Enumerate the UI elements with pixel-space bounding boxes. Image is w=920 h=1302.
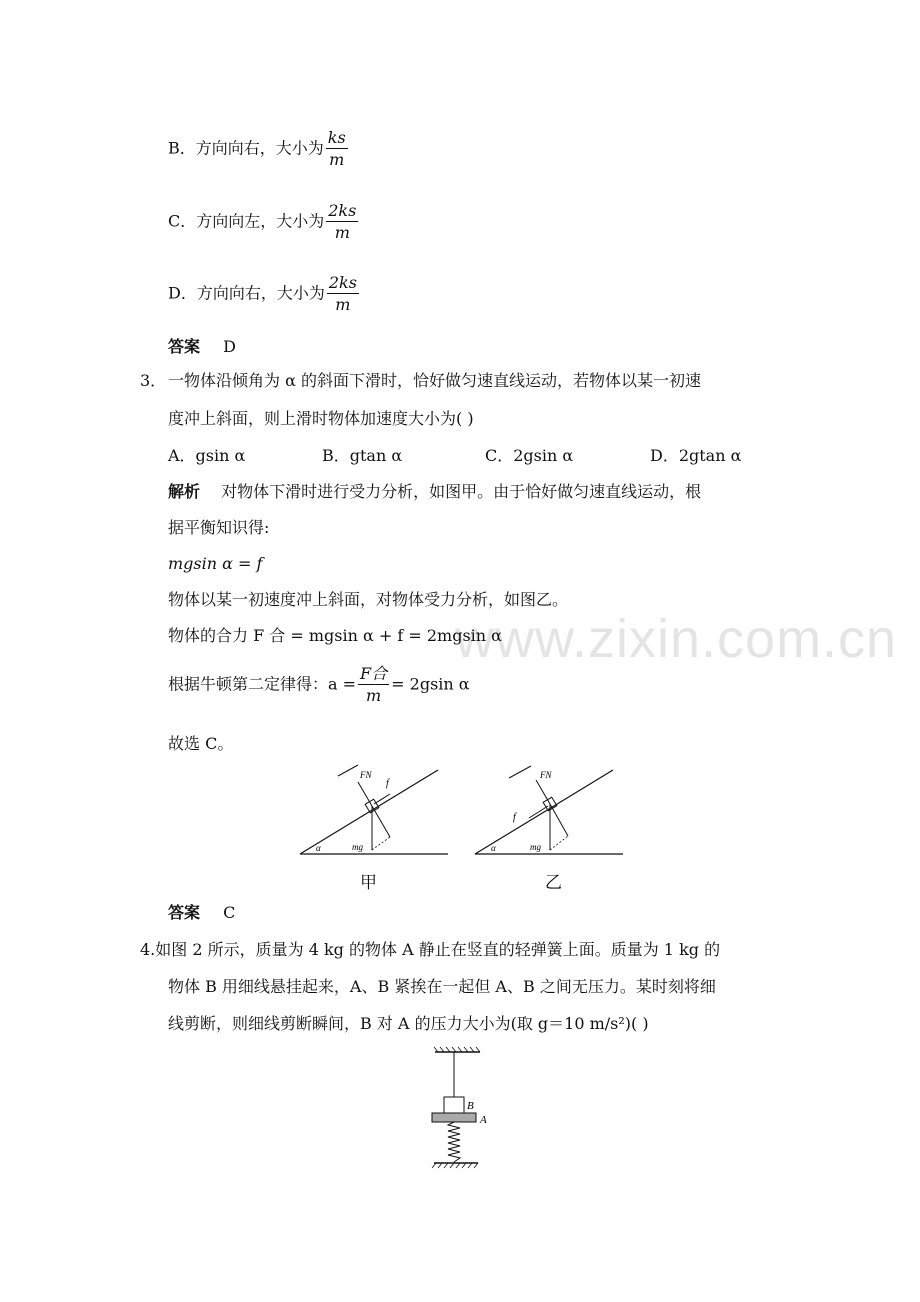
friction-arrow — [374, 794, 390, 804]
incline-line — [475, 770, 613, 854]
label-alpha: α — [491, 843, 496, 853]
q3-line5 — [168, 666, 470, 704]
q2-answer — [168, 339, 236, 355]
q4-line1: 4.如图 2 所示，质量为 4 kg 的物体 A 静止在竖直的轻弹簧上面。质量为 1 kg 的 — [140, 940, 721, 959]
q2-option-b-fraction — [326, 130, 348, 168]
q4-line2: 物体 B 用细线悬挂起来，A、B 紧挨在一起但 A、B 之间无压力。某时刻将细 — [168, 977, 716, 996]
motion-arrow — [338, 765, 358, 776]
fraction-numerator: F合 — [360, 664, 388, 683]
label-alpha: α — [316, 843, 321, 853]
figure-yi-diagram — [473, 764, 628, 859]
block-b — [444, 1097, 464, 1113]
line5-fraction — [358, 666, 389, 704]
q3-option-a: A．gsin α — [168, 446, 246, 465]
analysis-label: 解析 — [168, 482, 201, 501]
figure-jia-caption: 甲 — [360, 873, 377, 893]
label-mg: mg — [352, 842, 363, 852]
q3-analysis-line2: 据平衡知识得: — [168, 518, 270, 537]
figure-jia-diagram — [298, 764, 453, 859]
label-f: f — [513, 812, 516, 823]
line5-suffix: = 2gsin α — [391, 674, 470, 694]
answer-value: D — [223, 337, 236, 356]
q3-answer — [168, 905, 235, 921]
q4-line3: 线剪断，则细线剪断瞬间，B 对 A 的压力大小为(取 g＝10 m/s²)( ) — [168, 1014, 649, 1033]
q2-option-c — [168, 203, 360, 241]
q2-option-b-label: B．方向向右，大小为 — [168, 138, 324, 158]
answer-label: 答案 — [168, 903, 201, 922]
block-a — [432, 1113, 476, 1122]
incline-line — [300, 770, 438, 854]
q3-number: 3． — [140, 371, 167, 390]
q2-option-d-label: D．方向向右，大小为 — [168, 283, 325, 303]
fraction-numerator: ks — [327, 128, 346, 147]
q2-option-b — [168, 130, 350, 168]
q3-line4: 物体的合力 F 合 = mgsin α + f = 2mgsin α — [168, 626, 502, 645]
label-mg: mg — [530, 842, 541, 852]
dashed-line — [372, 837, 390, 850]
answer-value: C — [223, 903, 236, 922]
figure-yi-caption: 乙 — [545, 873, 562, 893]
q3-option-d: D．2gtan α — [650, 446, 742, 465]
q3-analysis-line1 — [168, 484, 701, 500]
motion-arrow — [509, 766, 531, 778]
label-fn: FN — [540, 770, 552, 780]
component-arrow — [372, 806, 390, 837]
q3-option-b: B．gtan α — [322, 446, 403, 465]
q3-equation-1: mgsin α = f — [168, 554, 263, 573]
q3-stem-line2: 度冲上斜面，则上滑时物体加速度大小为( ) — [168, 409, 474, 428]
q2-option-c-label: C．方向向左，大小为 — [168, 211, 325, 231]
watermark: www.zixin.com.cn — [455, 609, 898, 669]
fn-arrow — [536, 780, 550, 804]
fraction-denominator: m — [335, 295, 351, 314]
spring — [448, 1122, 460, 1162]
fraction-denominator: m — [366, 686, 382, 705]
fraction-numerator: 2ks — [328, 273, 357, 292]
label-b: B — [467, 1100, 474, 1112]
q2-option-c-fraction — [326, 203, 358, 241]
fraction-denominator: m — [329, 150, 345, 169]
q2-option-d-fraction — [327, 275, 359, 313]
answer-label: 答案 — [168, 337, 201, 356]
q2-option-d — [168, 275, 361, 313]
q3-line6: 故选 C。 — [168, 734, 234, 753]
fraction-numerator: 2ks — [328, 201, 357, 220]
dashed-line — [550, 836, 568, 850]
fn-arrow — [358, 782, 372, 806]
q3-option-c: C．2gsin α — [485, 446, 574, 465]
line5-prefix: 根据牛顿第二定律得：a = — [168, 674, 357, 694]
q3-stem-line1: 一物体沿倾角为 α 的斜面下滑时，恰好做匀速直线运动，若物体以某一初速 — [168, 371, 701, 390]
label-fn: FN — [360, 770, 372, 780]
analysis-text: 对物体下滑时进行受力分析，如图甲。由于恰好做匀速直线运动，根 — [221, 482, 702, 501]
q3-line3: 物体以某一初速度冲上斜面，对物体受力分析，如图乙。 — [168, 590, 569, 609]
q4-spring-diagram — [430, 1046, 500, 1170]
label-f: f — [386, 778, 389, 789]
component-arrow — [550, 804, 568, 836]
fraction-denominator: m — [334, 223, 350, 242]
label-a: A — [480, 1114, 487, 1126]
